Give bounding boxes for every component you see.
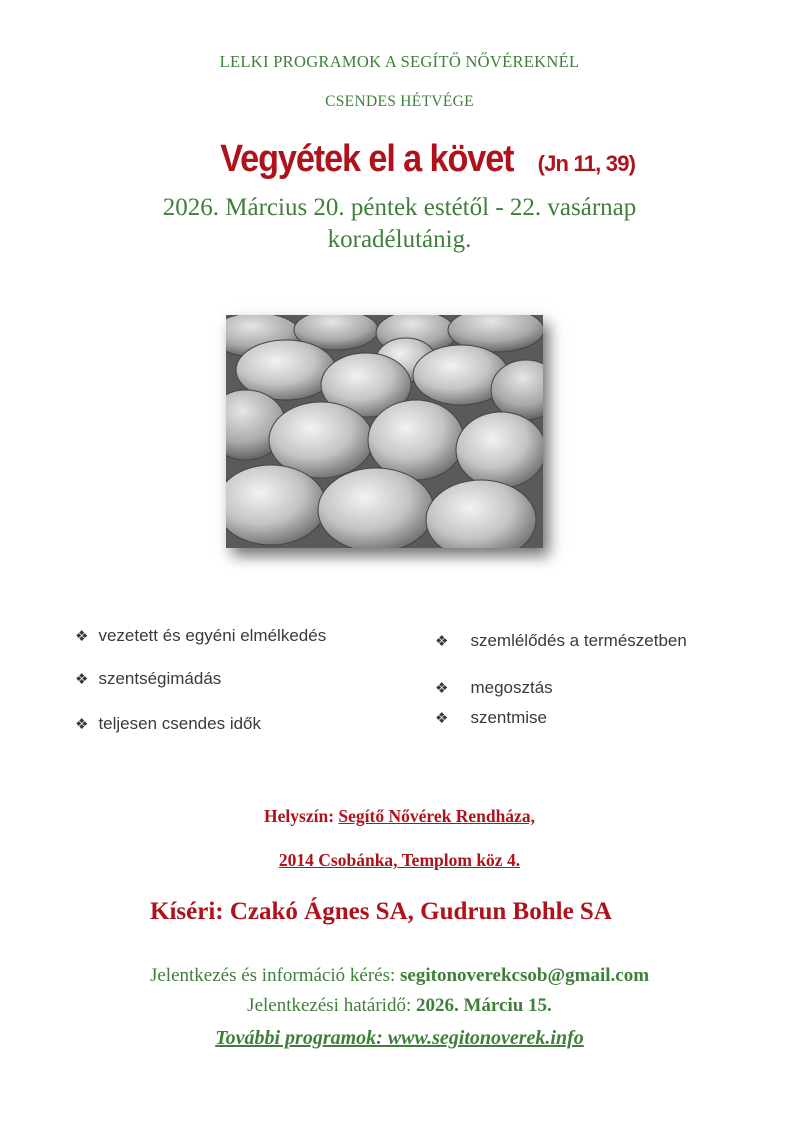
companions-label: Kíséri: (150, 898, 224, 925)
diamond-bullet-icon: ❖ (75, 716, 89, 733)
venue-address: 2014 Csobánka, Templom köz 4. (278, 850, 521, 870)
registration-deadline (0, 995, 799, 1017)
venue-name: Segítő Nővérek Rendháza, (338, 806, 535, 826)
venue (0, 806, 799, 827)
program-item: ❖ szentmise (435, 708, 547, 727)
diamond-bullet-icon: ❖ (435, 633, 449, 650)
title-main: Vegyétek el a követ (220, 138, 514, 180)
more-programs-link[interactable]: További programok: www.segitonoverek.info (215, 1027, 584, 1049)
diamond-bullet-icon: ❖ (75, 628, 89, 645)
deadline-label: Jelentkezési határidő: (247, 995, 412, 1016)
registration-label: Jelentkezés és információ kérés: (149, 965, 396, 986)
diamond-bullet-icon: ❖ (75, 671, 89, 688)
deadline-date: 2026. Márciu 15. (416, 995, 552, 1016)
event-title (0, 138, 799, 181)
program-item: ❖ szentségimádás (75, 669, 222, 688)
event-dates (0, 192, 799, 256)
program-item: ❖ szemlélődés a természetben (435, 631, 687, 650)
date-line-2: koradélutánig. (327, 226, 472, 253)
bible-reference: (Jn 11, 39) (537, 151, 636, 176)
registration-info (0, 965, 799, 987)
date-line-1: 2026. Március 20. péntek estétől - 22. vasárnap (162, 194, 637, 221)
event-type: CSENDES HÉTVÉGE (325, 93, 474, 110)
diamond-bullet-icon: ❖ (435, 710, 449, 727)
program-item: ❖ megosztás (435, 678, 553, 697)
program-item: ❖ teljesen csendes idők (75, 714, 261, 733)
diamond-bullet-icon: ❖ (435, 680, 449, 697)
stones-illustration (226, 315, 543, 548)
stones-photo (226, 315, 543, 548)
organization-line: LELKI PROGRAMOK A SEGÍTŐ NŐVÉREKNÉL (219, 52, 580, 71)
companions (150, 898, 612, 926)
companions-names: Czakó Ágnes SA, Gudrun Bohle SA (229, 898, 612, 925)
venue-label: Helyszín: (264, 806, 335, 826)
contact-email[interactable]: segitonoverekcsob@gmail.com (400, 965, 650, 986)
program-item: ❖ vezetett és egyéni elmélkedés (75, 626, 327, 645)
